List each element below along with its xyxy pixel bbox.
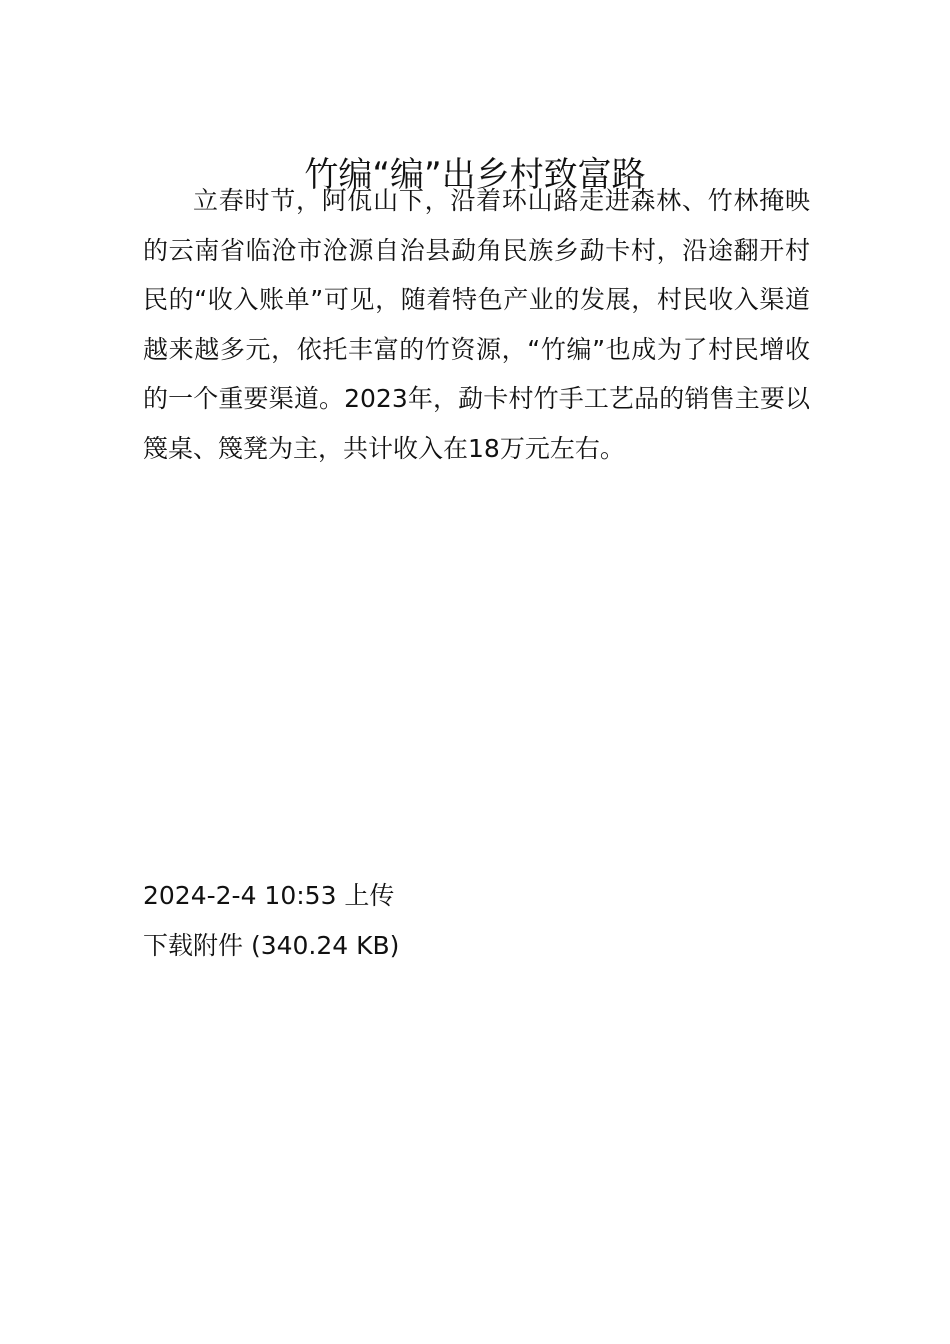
upload-timestamp: 2024-2-4 10:53 上传 [143,881,395,910]
article-title: 竹编“编”出乡村致富路 [304,154,646,195]
download-attachment-link[interactable]: 下载附件 (340.24 KB) [143,931,400,960]
article-body: 立春时节，阿佤山下，沿着环山路走进森林、竹林掩映的云南省临沧市沧源自治县勐角民族乡勐卡村，沿途翻开村民的“收入账单”可见，随着特色产业的发展，村民收入渠道越来越多元，依托丰富的竹资源，“竹编”也成为了村民增收的一个重要渠道。2023年，勐卡村竹手工艺品的销售主要以篾桌、篾凳为主，共计收入在18万元左右。 [143,186,810,463]
